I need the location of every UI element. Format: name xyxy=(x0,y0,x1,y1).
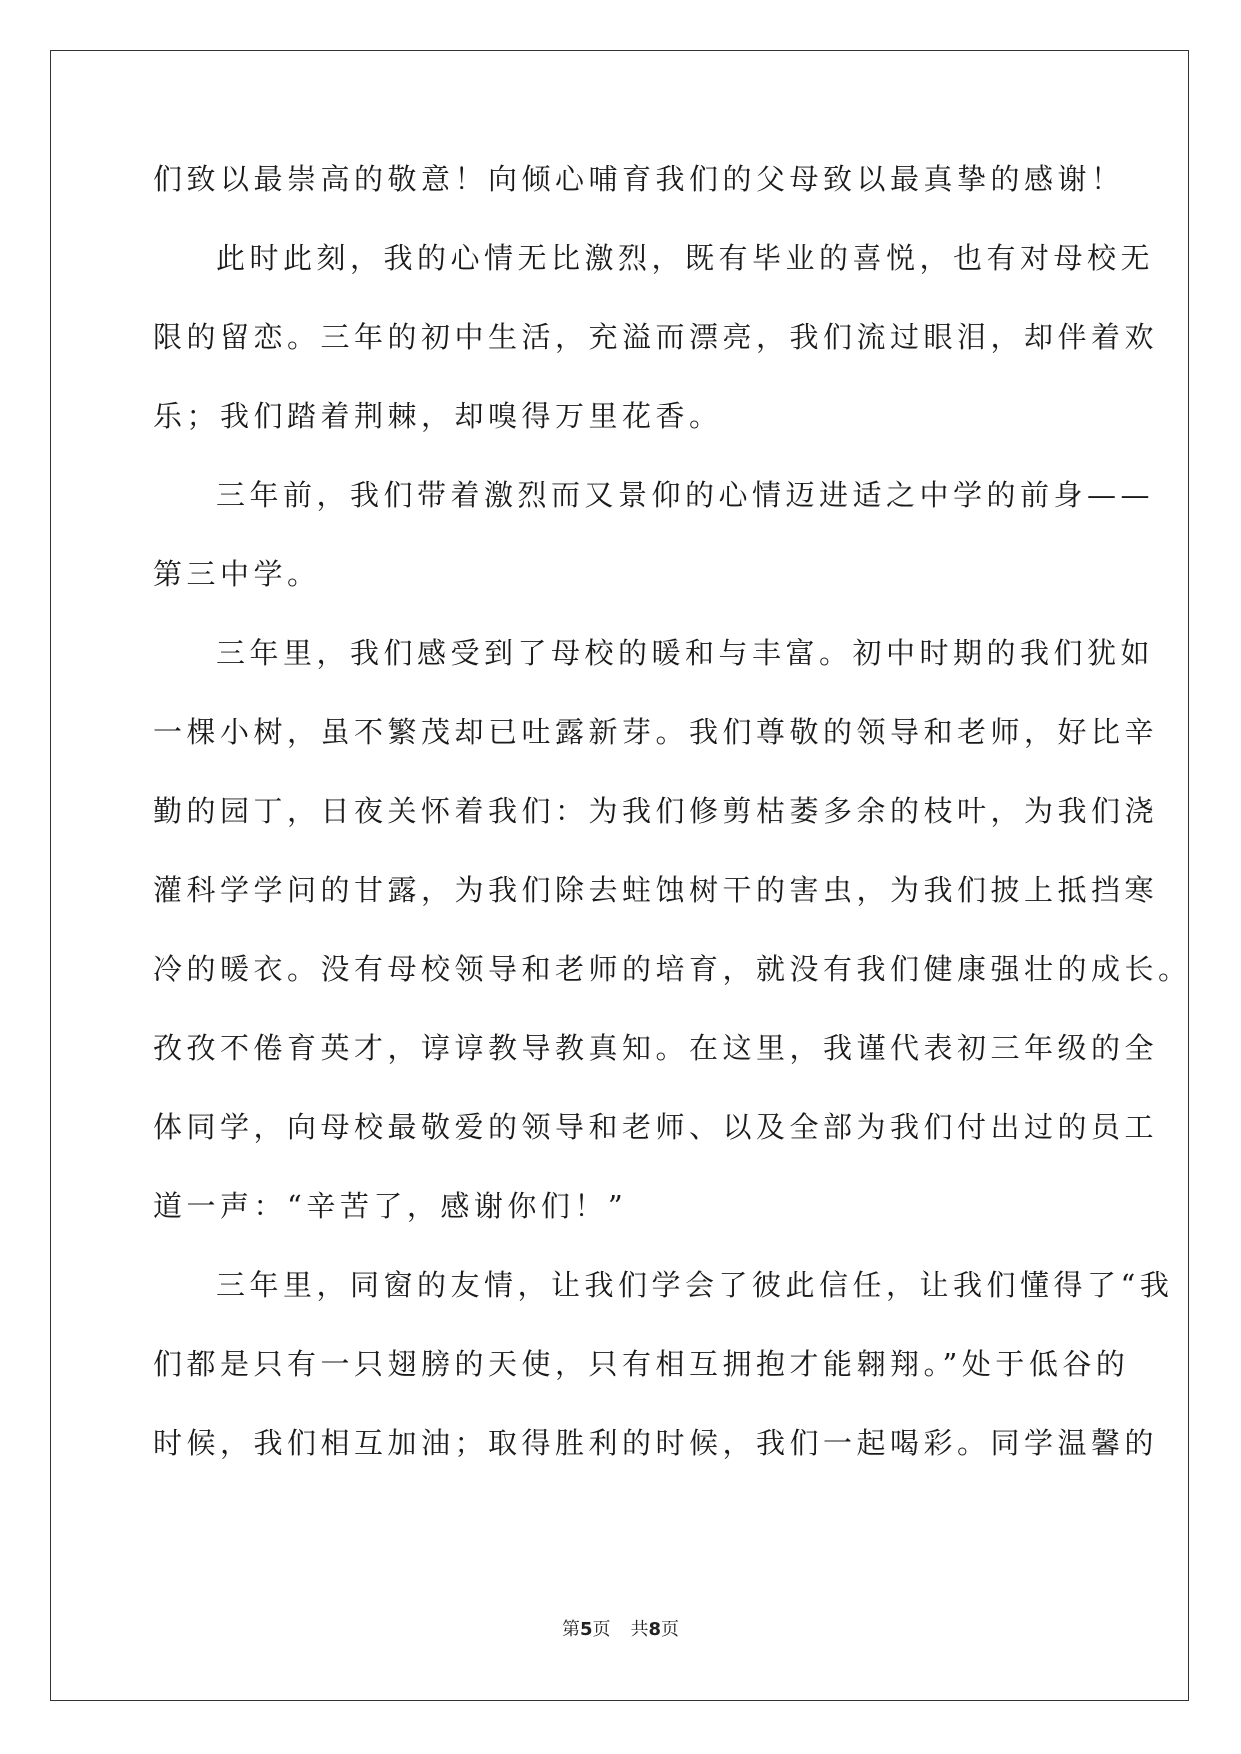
text-line: 们致以最崇高的敬意！向倾心哺育我们的父母致以最真挚的感谢！ xyxy=(153,162,1125,196)
text-line: 时候，我们相互加油；取得胜利的时候，我们一起喝彩。同学温馨的 xyxy=(153,1426,1159,1460)
page-footer xyxy=(0,1618,1241,1642)
document-body xyxy=(153,161,1192,1504)
total-suffix: 页 xyxy=(661,1619,680,1640)
current-page-number: 5 xyxy=(579,1619,593,1640)
text-line: 此时此刻，我的心情无比激烈，既有毕业的喜悦，也有对母校无 xyxy=(216,241,1155,275)
page-prefix: 第 xyxy=(561,1619,580,1640)
text-line: 第三中学。 xyxy=(153,557,321,591)
text-line: 三年前，我们带着激烈而又景仰的心情迈进适之中学的前身—— xyxy=(216,478,1155,512)
text-line: 体同学，向母校最敬爱的领导和老师、以及全部为我们付出过的员工 xyxy=(153,1110,1159,1144)
page-suffix: 页 xyxy=(592,1619,611,1640)
text-line: 三年里，我们感受到了母校的暖和与丰富。初中时期的我们犹如 xyxy=(216,636,1155,670)
total-prefix: 共 xyxy=(630,1619,649,1640)
text-line: 灌科学学问的甘露，为我们除去蛀蚀树干的害虫，为我们披上抵挡寒 xyxy=(153,873,1159,907)
text-line: 三年里，同窗的友情，让我们学会了彼此信任，让我们懂得了“我 xyxy=(216,1268,1174,1302)
text-line: 勤的园丁，日夜关怀着我们：为我们修剪枯萎多余的枝叶，为我们浇 xyxy=(153,794,1159,828)
total-page-number: 8 xyxy=(648,1619,662,1640)
text-line: 限的留恋。三年的初中生活，充溢而漂亮，我们流过眼泪，却伴着欢 xyxy=(153,320,1159,354)
text-line: 们都是只有一只翅膀的天使，只有相互拥抱才能翱翔。”处于低谷的 xyxy=(153,1347,1130,1381)
text-line: 冷的暖衣。没有母校领导和老师的培育，就没有我们健康强壮的成长。 xyxy=(153,952,1192,986)
text-line: 道一声：“辛苦了，感谢你们！” xyxy=(153,1189,628,1223)
text-line: 乐；我们踏着荆棘，却嗅得万里花香。 xyxy=(153,399,723,433)
text-line: 孜孜不倦育英才，谆谆教导教真知。在这里，我谨代表初三年级的全 xyxy=(153,1031,1159,1065)
text-line: 一棵小树，虽不繁茂却已吐露新芽。我们尊敬的领导和老师，好比辛 xyxy=(153,715,1159,749)
